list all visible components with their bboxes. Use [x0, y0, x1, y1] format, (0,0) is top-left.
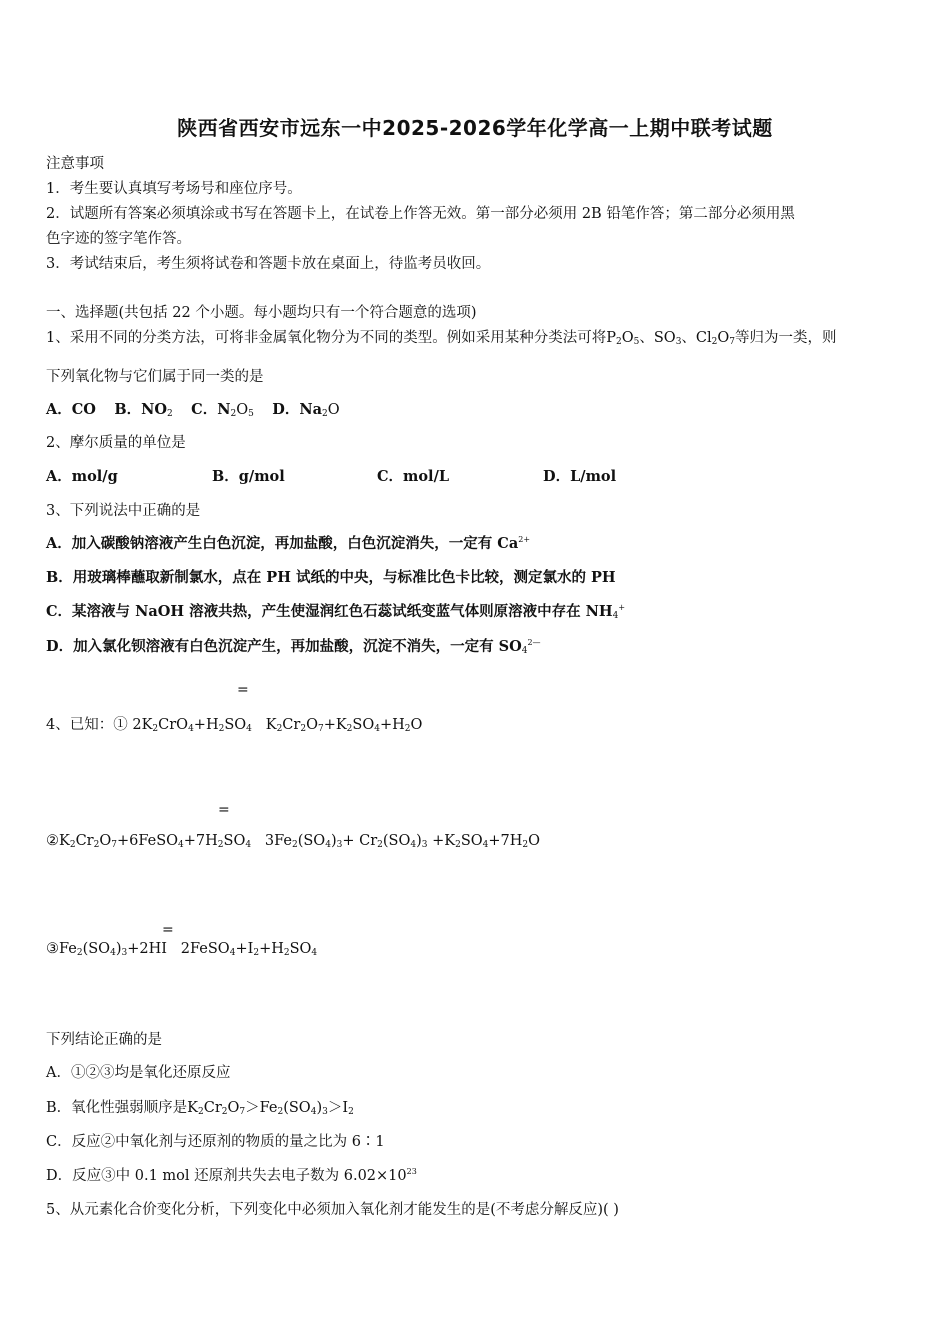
q2-option-a[interactable]: A．mol/g	[46, 468, 118, 485]
q4-option-c[interactable]: C．反应②中氧化剂与还原剂的物质的量之比为 6∶1	[46, 1134, 385, 1150]
q1-stem	[46, 326, 837, 347]
q2-option-c[interactable]: C．mol/L	[377, 468, 450, 485]
q1-stem-b: 等归为一类，则	[735, 330, 837, 346]
notice-heading: 注意事项	[46, 156, 104, 172]
q2-option-b[interactable]: B．g/mol	[212, 468, 285, 485]
q4-option-a[interactable]: A．①②③均是氧化还原反应	[46, 1065, 231, 1081]
q2-stem: 2、摩尔质量的单位是	[46, 435, 186, 451]
q3-option-d[interactable]: D．加入氯化钡溶液有白色沉淀产生，再加盐酸，沉淀不消失，一定有 $SO_4^{2—}$	[46, 638, 541, 656]
q4-option-d[interactable]: D．反应③中 0.1 mol 还原剂共失去电子数为 $6.02\times 10^{23}$	[46, 1167, 417, 1184]
q1-option-b[interactable]: B．$NO_2$	[114, 401, 173, 419]
notice-item-2: 2．试题所有答案必须填涂或书写在答题卡上，在试卷上作答无效。第一部分必须用 2B 铅笔作答；第二部分必须用黑	[46, 206, 795, 222]
q4-option-b[interactable]: B．氧化性强弱顺序是$K_2Cr_2O_7>Fe_2(SO_4)_3>I_2$	[46, 1100, 354, 1117]
q1-option-d[interactable]: D．$Na_2O$	[272, 401, 340, 419]
section-heading: 一、选择题(共包括 22 个小题。每小题均只有一个符合题意的选项)	[46, 305, 477, 321]
q1-stem-line2: 下列氧化物与它们属于同一类的是	[46, 369, 264, 385]
q3-stem: 3、下列说法中正确的是	[46, 503, 201, 519]
q1-option-a[interactable]: A．CO	[46, 401, 96, 418]
q1-options	[46, 398, 340, 419]
q1-option-c[interactable]: C．$N_2O_5$	[191, 401, 254, 419]
equals-sign-1: =	[237, 682, 249, 698]
page-title: 陕西省西安市远东一中2025-2026学年化学高一上期中联考试题	[177, 116, 773, 140]
q3-option-c[interactable]: C．某溶液与 NaOH 溶液共热，产生使湿润红色石蕊试纸变蓝气体则原溶液中存在 $NH_4^+$	[46, 603, 626, 621]
q4-stem: 4、已知：	[46, 717, 114, 733]
q1-formulas: $P_2O_5$、$SO_3$、$Cl_2O_7$	[606, 330, 736, 347]
q1-stem-a: 1、采用不同的分类方法，可将非金属氧化物分为不同的类型。例如采用某种分类法可将	[46, 330, 607, 346]
equals-sign-2: =	[218, 802, 230, 818]
notice-item-1: 1．考生要认真填写考场号和座位序号。	[46, 181, 302, 197]
equals-sign-3: =	[162, 922, 174, 938]
q3-option-a[interactable]: A．加入碳酸钠溶液产生白色沉淀，再加盐酸，白色沉淀消失，一定有 $Ca^{2+}$	[46, 535, 531, 552]
q4-conclusion: 下列结论正确的是	[46, 1032, 162, 1048]
q4-reaction-2: $②K_2Cr_2O_7+6FeSO_4+7H_2SO_4$ $3Fe_2(SO_4)_3+ Cr_2(SO_4)_3 +K_2SO_4+7H_2O$	[46, 833, 541, 850]
notice-item-3: 3．考试结束后，考生须将试卷和答题卡放在桌面上，待监考员收回。	[46, 256, 491, 272]
q4-reaction-3: $③Fe_2(SO_4)_3+2HI$ $2FeSO_4+I_2+H_2SO_4$	[46, 941, 318, 958]
notice-item-2-cont: 色字迹的签字笔作答。	[46, 231, 191, 247]
q3-option-b[interactable]: B．用玻璃棒蘸取新制氯水，点在 PH 试纸的中央，与标准比色卡比较，测定氯水的 PH	[46, 569, 616, 586]
q2-option-d[interactable]: D．L/mol	[543, 468, 617, 485]
q5-stem: 5、从元素化合价变化分析，下列变化中必须加入氧化剂才能发生的是(不考虑分解反应)( )	[46, 1202, 619, 1218]
q4-reaction-1: 4、已知：① $2K_2CrO_4+H_2SO_4$ $K_2Cr_2O_7+K_2SO_4+H_2O$	[46, 717, 423, 734]
